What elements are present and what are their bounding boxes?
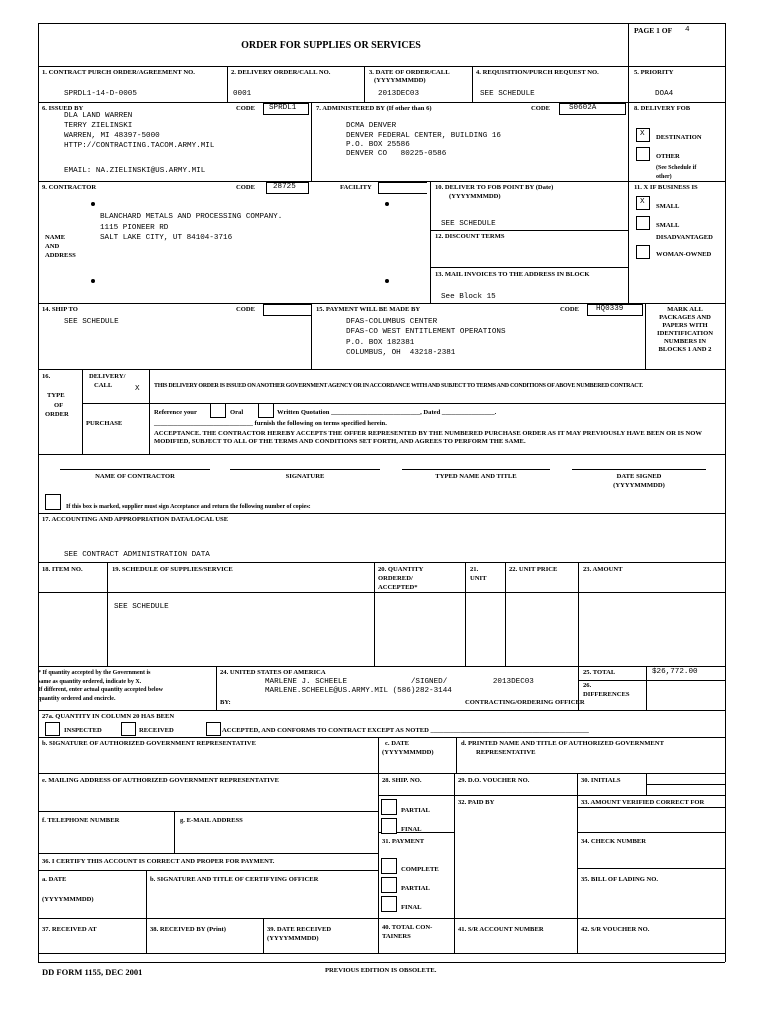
destination-checkbox[interactable] <box>636 128 650 142</box>
obsolete-note: PREVIOUS EDITION IS OBSOLETE. <box>325 967 437 974</box>
divider <box>38 710 725 711</box>
received-checkbox[interactable] <box>121 722 136 736</box>
divider <box>82 369 83 454</box>
block-34-label: 34. CHECK NUMBER <box>581 838 647 845</box>
facility-label: FACILITY <box>340 184 372 191</box>
block-36a-label: a. DATE <box>42 876 67 883</box>
and-label: AND <box>45 243 60 250</box>
divider <box>263 918 264 953</box>
order-label: ORDER <box>45 411 69 418</box>
total-amount[interactable]: $26,772.00 <box>652 668 698 676</box>
signature-rule <box>230 469 380 470</box>
form-border-right <box>725 23 726 962</box>
woman-owned-checkbox[interactable] <box>636 245 650 259</box>
divider <box>430 230 628 231</box>
accepted-checkbox[interactable] <box>206 722 221 736</box>
delivery-order-number[interactable]: 0001 <box>233 90 252 98</box>
mark-line: NUMBERS IN <box>664 338 706 345</box>
signature-label: SIGNATURE <box>285 473 325 480</box>
mark-line: PACKAGES AND <box>659 314 711 321</box>
block-28-label: 28. SHIP. NO. <box>382 777 422 784</box>
divider <box>38 454 725 455</box>
divider <box>577 832 725 833</box>
form-border-left <box>38 23 39 962</box>
block-31-label: 31. PAYMENT <box>382 838 425 845</box>
small-disadvantaged-checkbox[interactable] <box>636 216 650 230</box>
divider <box>577 773 578 953</box>
mark-line: BLOCKS 1 AND 2 <box>658 346 712 353</box>
block-27b-label: b. SIGNATURE OF AUTHORIZED GOVERNMENT REPRESENTATIVE <box>42 740 256 747</box>
divider <box>454 773 455 953</box>
block-13-label: 13. MAIL INVOICES TO THE ADDRESS IN BLOCK <box>435 271 590 278</box>
divider <box>311 102 312 181</box>
block-30-label: 30. INITIALS <box>581 777 621 784</box>
divider <box>38 66 725 67</box>
acceptance-text: ACCEPTANCE. THE CONTRACTOR HEREBY ACCEPTS THE OFFER REPRESENTED BY THE NUMBERED PURCHASE ORDER AS IT MAY PREVIOUSLY HAVE BEEN OR IS NOW MODIFIED, SUBJECT TO ALL OF THE TERMS AND CONDITIONS SET FORTH, AND AGREES TO PERFORM THE SAME. <box>154 430 702 445</box>
block-26-label-2: DIFFERENCES <box>583 691 630 698</box>
divider <box>38 369 725 370</box>
oral-label: Oral <box>230 409 244 416</box>
block-36a-sublabel: (YYYYMMMDD) <box>42 896 94 903</box>
payment-code: HQ0339 <box>596 305 624 313</box>
small-dis-label-2: DISADVANTAGED <box>656 234 713 241</box>
deliver-by-date[interactable]: SEE SCHEDULE <box>441 220 496 228</box>
small-dis-label-1: SMALL <box>656 222 680 229</box>
block-6-code-label: CODE <box>236 105 256 112</box>
typed-name-label: TYPED NAME AND TITLE <box>435 473 517 480</box>
divider <box>146 870 147 918</box>
note-line: same as quantity ordered, indicate by X. <box>38 678 142 685</box>
issued-by-code-box[interactable] <box>263 103 309 115</box>
block-39-sublabel: (YYYYMMMDD) <box>267 935 319 942</box>
block-36-label: 36. I CERTIFY THIS ACCOUNT IS CORRECT AND PROPER FOR PAYMENT. <box>42 858 275 865</box>
block-27d-label: d. PRINTED NAME AND TITLE OF AUTHORIZED GOVERNMENT <box>461 740 664 747</box>
ship-partial-label: PARTIAL <box>401 807 430 814</box>
block-39-label: 39. DATE RECEIVED <box>267 926 332 933</box>
block-3-label: 3. DATE OF ORDER/CALL <box>369 69 450 76</box>
officer-email-line: MARLENE.SCHEELE@US.ARMY.MIL (586)282-3144 <box>265 687 452 695</box>
payment-line-3: P.O. BOX 182381 <box>346 339 415 347</box>
block-7-code-label: CODE <box>531 105 551 112</box>
return-copies-note: If this box is marked, supplier must sign Acceptance and return the following number of copies: <box>66 504 311 510</box>
form-border-bottom <box>38 962 725 963</box>
date-signed-label: DATE SIGNED <box>616 473 662 480</box>
name-of-contractor-label: NAME OF CONTRACTOR <box>95 473 175 480</box>
note-line: If different, enter actual quantity accepted below <box>38 687 163 693</box>
block-21-label-1: 21. <box>470 566 479 573</box>
divider <box>578 562 579 666</box>
contractor-code: 28725 <box>273 183 296 191</box>
block-12-label: 12. DISCOUNT TERMS <box>435 233 505 240</box>
payment-line-2: DFAS-CO WEST ENTITLEMENT OPERATIONS <box>346 328 506 336</box>
block-5-label: 5. PRIORITY <box>634 69 674 76</box>
block-19-label: 19. SCHEDULE OF SUPPLIES/SERVICE <box>112 566 233 573</box>
payment-code-box[interactable] <box>587 304 643 316</box>
inspected-label: INSPECTED <box>64 727 102 734</box>
block-40-sublabel: TAINERS <box>382 933 411 940</box>
divider <box>430 267 628 268</box>
block-3-sublabel: (YYYYMMMDD) <box>374 77 426 84</box>
divider <box>374 562 375 666</box>
note-line: * If quantity accepted by the Government is <box>38 670 151 676</box>
ship-final-checkbox[interactable] <box>381 818 397 834</box>
payment-partial-checkbox[interactable] <box>381 877 397 893</box>
administered-by-code: S0602A <box>569 104 597 112</box>
divider <box>628 102 629 181</box>
divider <box>505 562 506 666</box>
divider <box>38 953 725 954</box>
issued-by-email: EMAIL: NA.ZIELINSKI@US.ARMY.MIL <box>64 167 206 175</box>
block-36b-label: b. SIGNATURE AND TITLE OF CERTIFYING OFFICER <box>150 876 319 883</box>
issued-by-line-3: WARREN, MI 48397-5000 <box>64 132 160 140</box>
signature-rule <box>572 469 706 470</box>
divider <box>82 403 725 404</box>
block-25-label: 25. TOTAL <box>583 669 616 676</box>
inspected-checkbox[interactable] <box>45 722 60 736</box>
mark-all-note <box>645 306 725 354</box>
return-copies-checkbox[interactable] <box>45 494 61 510</box>
reference-your: Reference your <box>154 409 197 416</box>
ship-to-value[interactable]: SEE SCHEDULE <box>64 318 119 326</box>
accounting-data-value[interactable]: SEE CONTRACT ADMINISTRATION DATA <box>64 551 210 559</box>
divider <box>38 592 725 593</box>
ship-to-code-box[interactable] <box>263 304 311 316</box>
payment-line-1: DFAS-COLUMBUS CENTER <box>346 318 438 326</box>
quantity-note <box>38 669 163 703</box>
other-label: OTHER <box>656 153 680 160</box>
divider <box>430 181 431 303</box>
written-checkbox[interactable] <box>258 403 274 418</box>
block-21-label-2: UNIT <box>470 575 487 582</box>
mark-line: IDENTIFICATION <box>657 330 713 337</box>
block-14-code-label: CODE <box>236 306 256 313</box>
block-17-label: 17. ACCOUNTING AND APPROPRIATION DATA/LOCAL USE <box>42 516 229 523</box>
administered-by-code-box[interactable] <box>559 103 626 115</box>
furnish-text: ______________________________ furnish the following on terms specified herein. <box>154 420 387 427</box>
divider <box>146 918 147 953</box>
administered-by-line-4: DENVER CO 80225-0586 <box>346 150 447 158</box>
divider <box>174 811 175 853</box>
block-42-label: 42. S/R VOUCHER NO. <box>581 926 650 933</box>
block-20-label-1: 20. QUANTITY <box>378 566 424 573</box>
block-9-label: 9. CONTRACTOR <box>42 184 97 191</box>
block-40-label: 40. TOTAL CON- <box>382 924 433 931</box>
block-4-label: 4. REQUISITION/PURCH REQUEST NO. <box>476 69 599 76</box>
contractor-line-3: SALT LAKE CITY, UT 84104-3716 <box>100 234 233 242</box>
small-business-mark: X <box>640 198 645 206</box>
note-line: quantity ordered and encircle. <box>38 695 116 702</box>
divider <box>227 66 228 102</box>
issued-by-line-1: DLA LAND WARREN <box>64 112 133 120</box>
form-border-top <box>38 23 725 24</box>
block-27e-label: e. MAILING ADDRESS OF AUTHORIZED GOVERNMENT REPRESENTATIVE <box>42 777 279 784</box>
payment-partial-label: PARTIAL <box>401 885 430 892</box>
officer-name-line: MARLENE J. SCHEELE /SIGNED/ 2013DEC03 <box>265 678 534 686</box>
divider <box>38 773 725 774</box>
contracting-officer-label: CONTRACTING/ORDERING OFFICER <box>465 699 585 706</box>
block-15-label: 15. PAYMENT WILL BE MADE BY <box>316 306 421 313</box>
divider <box>465 562 466 666</box>
issued-by-code: SPRDL1 <box>269 104 297 112</box>
divider <box>472 66 473 102</box>
received-label: RECEIVED <box>139 727 174 734</box>
administered-by-line-1: DCMA DENVER <box>346 122 397 130</box>
payment-line-4: COLUMBUS, OH 43218-2381 <box>346 349 456 357</box>
address-label: ADDRESS <box>45 252 76 259</box>
bullet-marker <box>91 202 95 206</box>
purchase-label: PURCHASE <box>86 420 123 427</box>
block-33-label: 33. AMOUNT VERIFIED CORRECT FOR <box>581 799 705 806</box>
payment-complete-label: COMPLETE <box>401 866 439 873</box>
block-6-label: 6. ISSUED BY <box>42 105 84 112</box>
divider <box>216 666 217 710</box>
block-11-label: 11. X IF BUSINESS IS <box>634 184 698 191</box>
divider <box>38 870 378 871</box>
mail-invoices-value[interactable]: See Block 15 <box>441 293 496 301</box>
block-24-label: 24. UNITED STATES OF AMERICA <box>220 669 326 676</box>
contractor-code-box[interactable] <box>266 182 309 194</box>
block-29-label: 29. D.O. VOUCHER NO. <box>458 777 530 784</box>
bullet-marker <box>91 279 95 283</box>
block-10-sublabel: (YYYYMMMDD) <box>449 193 501 200</box>
divider <box>577 868 725 869</box>
block-37-label: 37. RECEIVED AT <box>42 926 97 933</box>
accepted-label: ACCEPTED, AND CONFORMS TO CONTRACT EXCEPT AS NOTED ________________________________________________ <box>222 727 589 734</box>
ship-partial-checkbox[interactable] <box>381 799 397 815</box>
divider <box>38 918 725 919</box>
divider <box>578 680 725 681</box>
block-27c-sublabel: (YYYYMMMDD) <box>382 749 434 756</box>
bullet-marker <box>385 279 389 283</box>
block-38-label: 38. RECEIVED BY (Print) <box>150 926 226 933</box>
other-checkbox[interactable] <box>636 147 650 161</box>
divider <box>378 773 379 953</box>
divider <box>107 562 108 666</box>
destination-label: DESTINATION <box>656 134 702 141</box>
block-27d-sublabel: REPRESENTATIVE <box>476 749 536 756</box>
form-number: DD FORM 1155, DEC 2001 <box>42 967 143 977</box>
other-note-2: other) <box>656 174 672 180</box>
delivery-call-checkbox[interactable] <box>133 385 145 396</box>
issued-by-line-4: HTTP://CONTRACTING.TACOM.ARMY.MIL <box>64 142 215 150</box>
divider <box>628 23 629 66</box>
form-title: ORDER FOR SUPPLIES OR SERVICES <box>241 40 421 51</box>
oral-checkbox[interactable] <box>210 403 226 418</box>
divider <box>628 66 629 102</box>
date-signed-format: (YYYYMMMDD) <box>613 482 665 489</box>
type-label: TYPE <box>47 392 65 399</box>
contract-number[interactable]: SPRDL1-14-D-0005 <box>64 90 137 98</box>
contractor-line-1: BLANCHARD METALS AND PROCESSING COMPANY. <box>100 213 283 221</box>
administered-by-line-3: P.O. BOX 25586 <box>346 141 410 149</box>
bullet-marker <box>385 202 389 206</box>
written-quotation: Written Quotation ___________________________, Dated ________________. <box>277 409 497 416</box>
other-note-1: (See Schedule if <box>656 165 697 171</box>
divider <box>646 666 647 710</box>
destination-mark: X <box>640 130 645 138</box>
block-15-code-label: CODE <box>560 306 580 313</box>
delivery-call-text: THIS DELIVERY ORDER IS ISSUED ON ANOTHER GOVERNMENT AGENCY OR IN ACCORDANCE WITH AND SUBJECT TO TERMS AND CONDITIONS OF ABOVE NUMBERED CONTRACT. <box>154 383 643 389</box>
block-10-label: 10. DELIVER TO FOB POINT BY (Date) <box>435 184 554 191</box>
block-35-label: 35. BILL OF LADING NO. <box>581 876 659 883</box>
block-14-label: 14. SHIP TO <box>42 306 78 313</box>
block-18-label: 18. ITEM NO. <box>42 566 83 573</box>
divider <box>38 811 378 812</box>
name-label: NAME <box>45 234 66 241</box>
block-27c-label: c. DATE <box>385 740 410 747</box>
payment-complete-checkbox[interactable] <box>381 858 397 874</box>
block-2-label: 2. DELIVERY ORDER/CALL NO. <box>231 69 331 76</box>
ship-final-label: FINAL <box>401 826 422 833</box>
signature-rule <box>60 469 210 470</box>
block-20-label-2: ORDERED/ <box>378 575 413 582</box>
delivery-call-mark: X <box>135 385 140 393</box>
block-26-label-1: 26. <box>583 682 592 689</box>
signature-rule <box>402 469 550 470</box>
issued-by-line-2: TERRY ZIELINSKI <box>64 122 133 130</box>
block-16-number: 16. <box>42 373 51 380</box>
divider <box>38 513 725 514</box>
block-32-label: 32. PAID BY <box>458 799 495 806</box>
divider <box>38 853 378 854</box>
block-9-code-label: CODE <box>236 184 256 191</box>
divider <box>311 303 312 369</box>
by-label: BY: <box>220 699 231 706</box>
small-business-checkbox[interactable] <box>636 196 650 210</box>
divider <box>364 66 365 102</box>
block-27g-label: g. E-MAIL ADDRESS <box>180 817 243 824</box>
page-total: 4 <box>685 26 690 34</box>
block-41-label: 41. S/R ACCOUNT NUMBER <box>458 926 544 933</box>
of-label: OF <box>54 402 64 409</box>
priority-value[interactable]: DOA4 <box>655 90 674 98</box>
divider <box>378 737 379 773</box>
block-1-label: 1. CONTRACT PURCH ORDER/AGREEMENT NO. <box>42 69 195 76</box>
divider <box>38 562 725 563</box>
divider <box>149 369 150 454</box>
requisition-number[interactable]: SEE SCHEDULE <box>480 90 535 98</box>
delivery-call-label-2: CALL <box>94 382 113 389</box>
facility-code-box[interactable] <box>378 182 427 194</box>
mark-line: MARK ALL <box>667 306 703 313</box>
woman-owned-label: WOMAN-OWNED <box>656 251 712 258</box>
payment-final-label: FINAL <box>401 904 422 911</box>
delivery-call-label-1: DELIVERY/ <box>89 373 126 380</box>
block-20-label-3: ACCEPTED* <box>378 584 418 591</box>
schedule-value[interactable]: SEE SCHEDULE <box>114 603 169 611</box>
block-27f-label: f. TELEPHONE NUMBER <box>42 817 120 824</box>
page-label: PAGE 1 OF <box>634 26 673 35</box>
block-7-label: 7. ADMINISTERED BY (If other than 6) <box>316 105 432 112</box>
block-23-label: 23. AMOUNT <box>583 566 623 573</box>
divider <box>38 666 725 667</box>
block-27a-label: 27a. QUANTITY IN COLUMN 20 HAS BEEN <box>42 713 175 720</box>
divider <box>577 807 725 808</box>
contractor-line-2: 1115 PIONEER RD <box>100 224 169 232</box>
small-label: SMALL <box>656 203 680 210</box>
divider <box>38 737 725 738</box>
divider <box>378 795 725 796</box>
mark-line: PAPERS WITH <box>662 322 708 329</box>
order-date[interactable]: 2013DEC03 <box>378 90 420 98</box>
divider <box>646 784 725 785</box>
divider <box>628 181 629 303</box>
block-22-label: 22. UNIT PRICE <box>509 566 558 573</box>
administered-by-line-2: DENVER FEDERAL CENTER, BUILDING 16 <box>346 132 501 140</box>
block-8-label: 8. DELIVERY FOB <box>634 105 691 112</box>
payment-final-checkbox[interactable] <box>381 896 397 912</box>
divider <box>456 737 457 773</box>
